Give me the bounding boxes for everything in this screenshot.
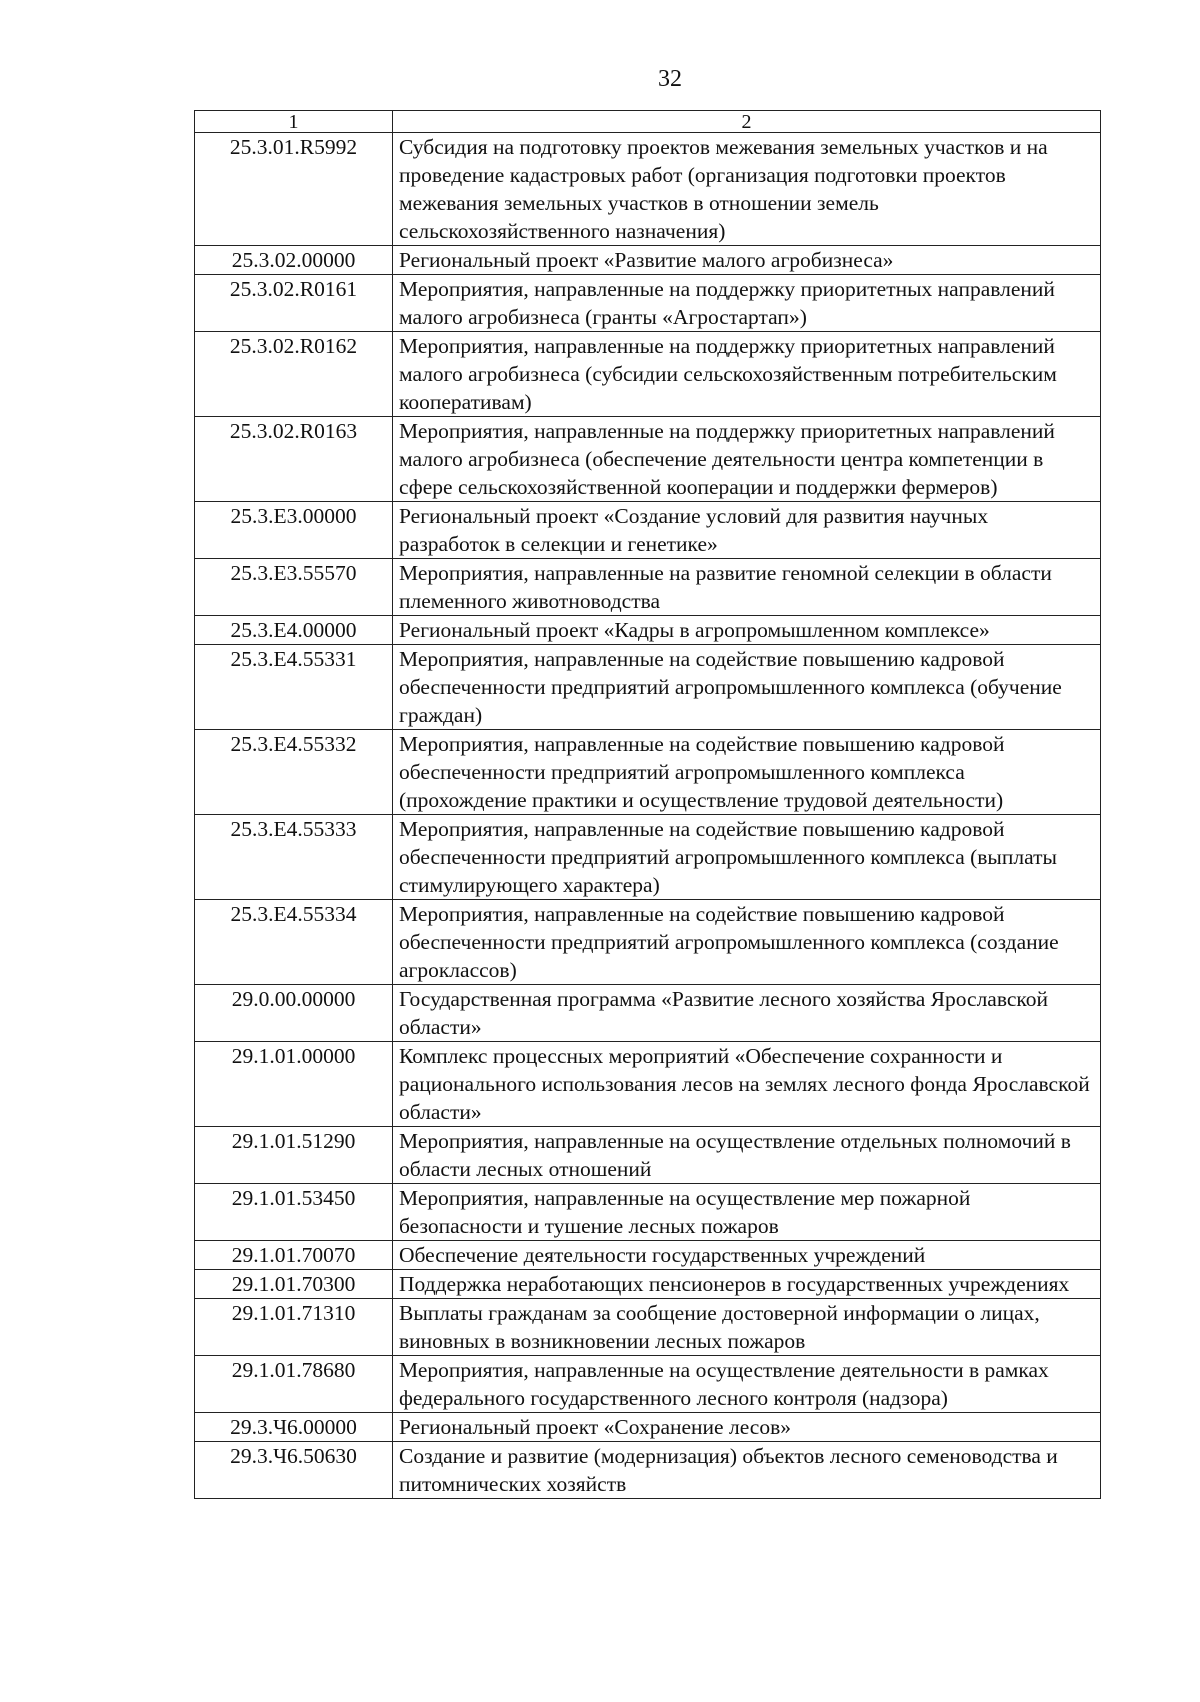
row-code: 29.1.01.78680 [195,1356,393,1413]
table-row [195,1270,1101,1299]
table-row [195,133,1101,246]
table-row [195,1413,1101,1442]
table-row [195,815,1101,900]
table-row [195,275,1101,332]
row-code: 29.0.00.00000 [195,985,393,1042]
row-code: 25.3.02.R0162 [195,332,393,417]
row-description: Региональный проект «Развитие малого агробизнеса» [393,246,1101,275]
row-code: 29.1.01.53450 [195,1184,393,1241]
row-description: Государственная программа «Развитие лесного хозяйства Ярославской области» [393,985,1101,1042]
row-description: Мероприятия, направленные на осуществление деятельности в рамках федерального государственного лесного контроля (надзора) [393,1356,1101,1413]
row-description: Мероприятия, направленные на поддержку приоритетных направлений малого агробизнеса (субсидии сельскохозяйственным потребительским кооперативам) [393,332,1101,417]
table-row [195,1442,1101,1499]
row-description: Мероприятия, направленные на осуществление мер пожарной безопасности и тушение лесных пожаров [393,1184,1101,1241]
row-code: 25.3.E4.55332 [195,730,393,815]
page-number: 32 [658,66,682,92]
row-description: Создание и развитие (модернизация) объектов лесного семеноводства и питомнических хозяйств [393,1442,1101,1499]
table-row [195,1042,1101,1127]
row-description: Субсидия на подготовку проектов межевания земельных участков и на проведение кадастровых работ (организация подготовки проектов межевания земельных участков в отношении земель сельскохозяйственного назначения) [393,133,1101,246]
row-code: 29.3.Ч6.00000 [195,1413,393,1442]
row-code: 25.3.02.R0163 [195,417,393,502]
table-row [195,900,1101,985]
row-description: Мероприятия, направленные на содействие повышению кадровой обеспеченности предприятий агропромышленного комплекса (прохождение практики и осуществление трудовой деятельности) [393,730,1101,815]
row-description: Мероприятия, направленные на развитие геномной селекции в области племенного животноводства [393,559,1101,616]
row-code: 25.3.E4.55334 [195,900,393,985]
row-code: 29.1.01.70070 [195,1241,393,1270]
row-description: Региональный проект «Создание условий для развития научных разработок в селекции и генетике» [393,502,1101,559]
table-row [195,332,1101,417]
row-description: Региональный проект «Сохранение лесов» [393,1413,1101,1442]
table-row [195,985,1101,1042]
table-row [195,559,1101,616]
row-description: Комплекс процессных мероприятий «Обеспечение сохранности и рационального использования лесов на землях лесного фонда Ярославской области» [393,1042,1101,1127]
table-row [195,417,1101,502]
row-code: 25.3.02.00000 [195,246,393,275]
table-row [195,502,1101,559]
budget-classification-table [194,110,1101,1499]
row-code: 25.3.01.R5992 [195,133,393,246]
row-code: 25.3.E4.55331 [195,645,393,730]
row-code: 25.3.E4.55333 [195,815,393,900]
row-description: Региональный проект «Кадры в агропромышленном комплексе» [393,616,1101,645]
row-code: 29.1.01.00000 [195,1042,393,1127]
table-row [195,1299,1101,1356]
row-description: Мероприятия, направленные на содействие повышению кадровой обеспеченности предприятий агропромышленного комплекса (создание агроклассов) [393,900,1101,985]
table-row [195,1356,1101,1413]
row-description: Обеспечение деятельности государственных учреждений [393,1241,1101,1270]
table-row [195,730,1101,815]
row-description: Выплаты гражданам за сообщение достоверной информации о лицах, виновных в возникновении лесных пожаров [393,1299,1101,1356]
table-row [195,246,1101,275]
row-description: Мероприятия, направленные на поддержку приоритетных направлений малого агробизнеса (гранты «Агростартап») [393,275,1101,332]
row-description: Мероприятия, направленные на осуществление отдельных полномочий в области лесных отношений [393,1127,1101,1184]
row-description: Поддержка неработающих пенсионеров в государственных учреждениях [393,1270,1101,1299]
table-row [195,1184,1101,1241]
row-code: 29.3.Ч6.50630 [195,1442,393,1499]
row-code: 25.3.02.R0161 [195,275,393,332]
row-code: 29.1.01.71310 [195,1299,393,1356]
row-code: 29.1.01.51290 [195,1127,393,1184]
table-row [195,616,1101,645]
table-header-row [195,111,1101,133]
row-code: 25.3.E4.00000 [195,616,393,645]
row-description: Мероприятия, направленные на поддержку приоритетных направлений малого агробизнеса (обеспечение деятельности центра компетенции в сфере сельскохозяйственной кооперации и поддержки фермеров) [393,417,1101,502]
table-body [195,133,1101,1499]
row-description: Мероприятия, направленные на содействие повышению кадровой обеспеченности предприятий агропромышленного комплекса (выплаты стимулирующего характера) [393,815,1101,900]
row-code: 25.3.E3.55570 [195,559,393,616]
table-row [195,1241,1101,1270]
row-description: Мероприятия, направленные на содействие повышению кадровой обеспеченности предприятий агропромышленного комплекса (обучение граждан) [393,645,1101,730]
column-header-description: 2 [393,111,1101,133]
row-code: 25.3.E3.00000 [195,502,393,559]
table-row [195,645,1101,730]
column-header-code: 1 [195,111,393,133]
row-code: 29.1.01.70300 [195,1270,393,1299]
table-row [195,1127,1101,1184]
